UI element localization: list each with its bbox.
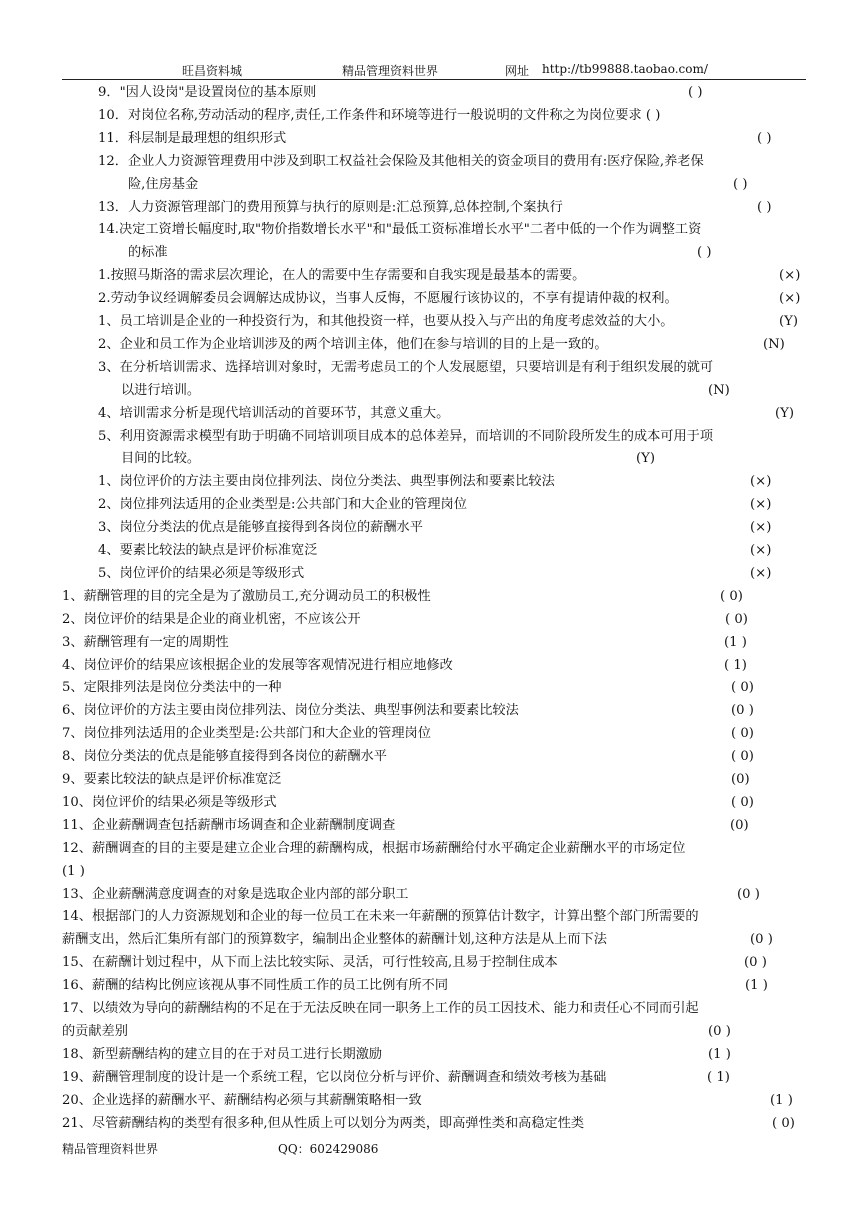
answer-mark: ( 0) (731, 749, 754, 765)
answer-mark: (×) (779, 268, 801, 284)
question-text: 12．企业人力资源管理费用中涉及到职工权益社会保险及其他相关的资金项目的费用有:医疗保险,养老保 (98, 153, 704, 169)
header-shop: 旺昌资料城 (182, 64, 243, 78)
question-text: 13、企业薪酬满意度调查的对象是选取企业内部的部分职工 (62, 886, 409, 902)
question-text: 4、岗位评价的结果应该根据企业的发展等客观情况进行相应地修改 (62, 657, 453, 673)
answer-mark: (×) (750, 520, 772, 536)
answer-mark: (0 ) (737, 886, 760, 902)
answer-mark: (1 ) (770, 1092, 793, 1108)
answer-mark: ( ) (757, 199, 772, 215)
question-text: 3、岗位分类法的优点是能够直接得到各岗位的薪酬水平 (98, 520, 423, 536)
question-text: 10、岗位评价的结果必须是等级形式 (62, 794, 277, 810)
question-text: 薪酬支出，然后汇集所有部门的预算数字，编制出企业整体的薪酬计划,这种方法是从上而下法 (62, 932, 607, 948)
question-text: 的贡献差别 (62, 1023, 128, 1039)
answer-mark: ( 0) (720, 588, 743, 604)
question-text: 18、新型薪酬结构的建立目的在于对员工进行长期激励 (62, 1046, 383, 1062)
question-text: 11、企业薪酬调查包括薪酬市场调查和企业薪酬制度调查 (62, 817, 396, 833)
question-text: 15、在薪酬计划过程中，从下而上法比较实际、灵活，可行性较高,且易于控制住成本 (62, 955, 558, 971)
answer-mark: (1 ) (708, 1046, 731, 1062)
question-text: 20、企业选择的薪酬水平、薪酬结构必须与其薪酬策略相一致 (62, 1092, 422, 1108)
question-text: 9．"因人设岗"是设置岗位的基本原则 (98, 85, 317, 100)
footer-title: 精品管理资料世界 (62, 1142, 159, 1156)
header-rule (62, 79, 806, 80)
header-url[interactable]: http://tb99888.taobao.com/ (542, 62, 708, 76)
answer-mark: (×) (779, 291, 801, 307)
question-text: 7、岗位排列法适用的企业类型是:公共部门和大企业的管理岗位 (62, 726, 431, 742)
answer-mark: ( ) (688, 85, 703, 100)
answer-mark: (0 ) (750, 932, 773, 948)
question-text: 1、岗位评价的方法主要由岗位排列法、岗位分类法、典型事例法和要素比较法 (98, 474, 555, 490)
question-text: 10．对岗位名称,劳动活动的程序,责任,工作条件和环境等进行一般说明的文件称之为岗位要求 ( ) (98, 107, 661, 123)
question-text: 1、员工培训是企业的一种投资行为，和其他投资一样，也要从投入与产出的角度考虑效益的大小。 (98, 314, 674, 329)
answer-mark: ( 1) (724, 657, 747, 673)
question-text: 8、岗位分类法的优点是能够直接得到各岗位的薪酬水平 (62, 749, 387, 765)
question-text: 5、定限排列法是岗位分类法中的一种 (62, 680, 282, 696)
answer-mark: (N) (763, 336, 785, 352)
answer-mark: (×) (750, 497, 772, 513)
question-text: 目间的比较。 (121, 451, 201, 467)
answer-mark: ( 0) (731, 794, 754, 810)
question-text: 2.劳动争议经调解委员会调解达成协议，当事人反悔，不愿履行该协议的，不享有提请仲裁的权利。 (98, 291, 678, 307)
answer-mark: (×) (750, 543, 772, 558)
header-world: 精品管理资料世界 (342, 64, 439, 78)
header-url-label: 网址 (505, 64, 530, 78)
question-text: (1 ) (62, 863, 85, 879)
answer-mark: (1 ) (745, 978, 768, 994)
question-text: 17、以绩效为导向的薪酬结构的不足在于无法反映在同一职务上工作的员工因技术、能力和责任心不同而引起 (62, 1001, 699, 1016)
footer-qq: QQ：602429086 (278, 1142, 379, 1156)
question-text: 16、薪酬的结构比例应该视从事不同性质工作的员工比例有所不同 (62, 978, 449, 994)
answer-mark: ( ) (757, 130, 772, 146)
question-text: 19、薪酬管理制度的设计是一个系统工程，它以岗位分析与评价、薪酬调查和绩效考核为基础 (62, 1069, 607, 1085)
answer-mark: (Y) (779, 314, 798, 329)
answer-mark: (Y) (775, 405, 794, 421)
answer-mark: (×) (750, 474, 772, 490)
answer-mark: ( 0) (731, 726, 754, 742)
question-text: 13．人力资源管理部门的费用预算与执行的原则是:汇总预算,总体控制,个案执行 (98, 199, 563, 215)
question-text: 2、岗位评价的结果是企业的商业机密，不应该公开 (62, 611, 361, 627)
question-text: 21、尽管薪酬结构的类型有很多种,但从性质上可以划分为两类，即高弹性类和高稳定性类 (62, 1115, 585, 1131)
answer-mark: ( 0) (731, 680, 754, 696)
question-text: 1.按照马斯洛的需求层次理论，在人的需要中生存需要和自我实现是最基本的需要。 (98, 268, 586, 284)
question-text: 4、培训需求分析是现代培训活动的首要环节，其意义重大。 (98, 405, 450, 421)
question-text: 11．科层制是最理想的组织形式 (98, 130, 287, 146)
answer-mark: (1 ) (724, 634, 747, 650)
question-text: 12、薪酬调查的目的主要是建立企业合理的薪酬构成，根据市场薪酬给付水平确定企业薪酬水平的市场定位 (62, 840, 686, 856)
page-header (0, 62, 868, 78)
answer-mark: (Y) (636, 451, 655, 467)
question-text: 14、根据部门的人力资源规划和企业的每一位员工在未来一年薪酬的预算估计数字，计算出整个部门所需要的 (62, 909, 699, 925)
question-text: 的标准 (128, 245, 168, 261)
answer-mark: ( 0) (772, 1115, 795, 1131)
question-text: 1、薪酬管理的目的完全是为了激励员工,充分调动员工的积极性 (62, 588, 431, 604)
question-text: 3、在分析培训需求、选择培训对象时，无需考虑员工的个人发展愿望，只要培训是有利于组织发展的就可 (98, 359, 714, 375)
question-text: 14.决定工资增长幅度时,取"物价指数增长水平"和"最低工资标准增长水平"二者中低的一个作为调整工资 (98, 222, 702, 238)
question-text: 4、要素比较法的缺点是评价标准宽泛 (98, 543, 318, 558)
question-text: 险,住房基金 (128, 176, 199, 192)
answer-mark: (0 ) (731, 703, 754, 719)
question-text: 9、要素比较法的缺点是评价标准宽泛 (62, 772, 282, 787)
question-text: 2、企业和员工作为企业培训涉及的两个培训主体，他们在参与培训的目的上是一致的。 (98, 336, 608, 352)
question-text: 2、岗位排列法适用的企业类型是:公共部门和大企业的管理岗位 (98, 497, 467, 513)
answer-mark: (N) (708, 382, 730, 398)
question-text: 以进行培训。 (121, 382, 201, 398)
answer-mark: (×) (750, 565, 772, 581)
answer-mark: ( ) (733, 176, 748, 192)
answer-mark: ( 0) (725, 611, 748, 627)
answer-mark: ( 1) (707, 1069, 730, 1085)
question-text: 5、利用资源需求模型有助于明确不同培训项目成本的总体差异，而培训的不同阶段所发生的成本可用于项 (98, 428, 714, 444)
answer-mark: (0 ) (708, 1023, 731, 1039)
answer-mark: (0 ) (744, 955, 767, 971)
answer-mark: (0) (730, 817, 749, 833)
question-text: 6、岗位评价的方法主要由岗位排列法、岗位分类法、典型事例法和要素比较法 (62, 703, 519, 719)
question-text: 3、薪酬管理有一定的周期性 (62, 634, 229, 650)
question-text: 5、岗位评价的结果必须是等级形式 (98, 565, 305, 581)
answer-mark: (0) (731, 772, 750, 787)
answer-mark: ( ) (697, 245, 712, 261)
